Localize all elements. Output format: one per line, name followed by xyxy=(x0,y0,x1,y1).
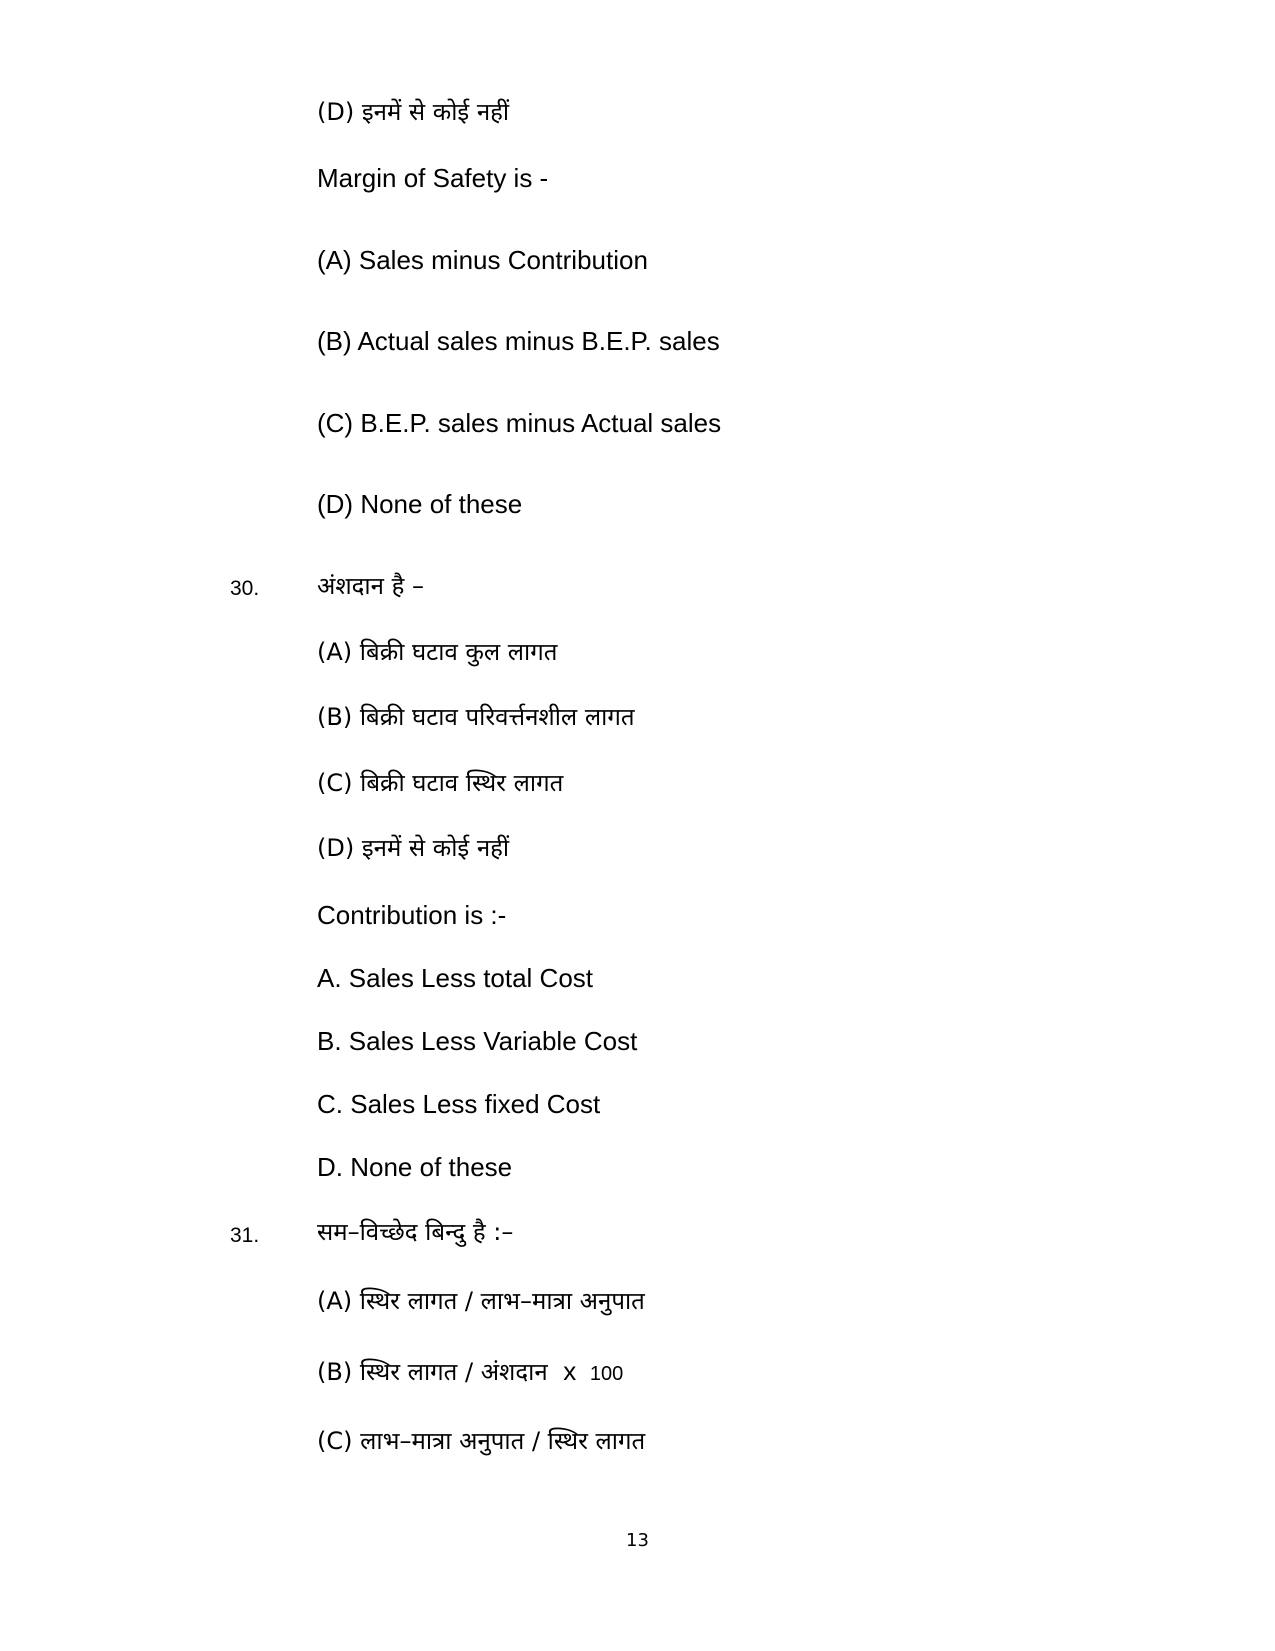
page-number: 13 xyxy=(626,1530,649,1551)
q30-english-option-b: B. Sales Less Variable Cost xyxy=(317,1026,638,1056)
q30-hindi-option-a: (A) बिक्री घटाव कुल लागत xyxy=(317,638,558,666)
q31-hindi-option-b-text: (B) स्थिर लागत / अंशदान xyxy=(317,1358,548,1386)
q31-hindi-question: सम–विच्छेद बिन्दु है :– xyxy=(317,1218,514,1246)
q31-hindi-option-c: (C) लाभ–मात्रा अनुपात / स्थिर लागत xyxy=(317,1427,646,1455)
q29-english-option-c: (C) B.E.P. sales minus Actual sales xyxy=(317,408,722,438)
q31-number: 31. xyxy=(230,1224,260,1247)
q29-english-option-a: (A) Sales minus Contribution xyxy=(317,245,648,275)
q31-hindi-option-b xyxy=(317,1355,623,1390)
q29-english-option-b: (B) Actual sales minus B.E.P. sales xyxy=(317,326,720,356)
q30-hindi-option-c: (C) बिक्री घटाव स्थिर लागत xyxy=(317,769,564,797)
q30-number: 30. xyxy=(230,577,260,600)
q31-hindi-option-a: (A) स्थिर लागत / लाभ–मात्रा अनुपात xyxy=(317,1287,645,1315)
q30-hindi-option-d: (D) इनमें से कोई नहीं xyxy=(317,834,510,862)
q30-english-option-d: D. None of these xyxy=(317,1152,513,1182)
q30-hindi-option-b: (B) बिक्री घटाव परिवर्त्तनशील लागत xyxy=(317,703,635,731)
q31-option-b-multiply: x xyxy=(563,1356,577,1386)
q30-english-option-c: C. Sales Less fixed Cost xyxy=(317,1089,601,1119)
q31-option-b-hundred: 100 xyxy=(589,1363,624,1385)
q30-english-question: Contribution is :- xyxy=(317,900,507,930)
q29-hindi-option-d: (D) इनमें से कोई नहीं xyxy=(317,98,510,126)
q29-english-option-d: (D) None of these xyxy=(317,489,523,519)
q29-english-question: Margin of Safety is - xyxy=(317,163,549,193)
q30-hindi-question: अंशदान है – xyxy=(317,572,424,600)
q30-english-option-a: A. Sales Less total Cost xyxy=(317,963,594,993)
